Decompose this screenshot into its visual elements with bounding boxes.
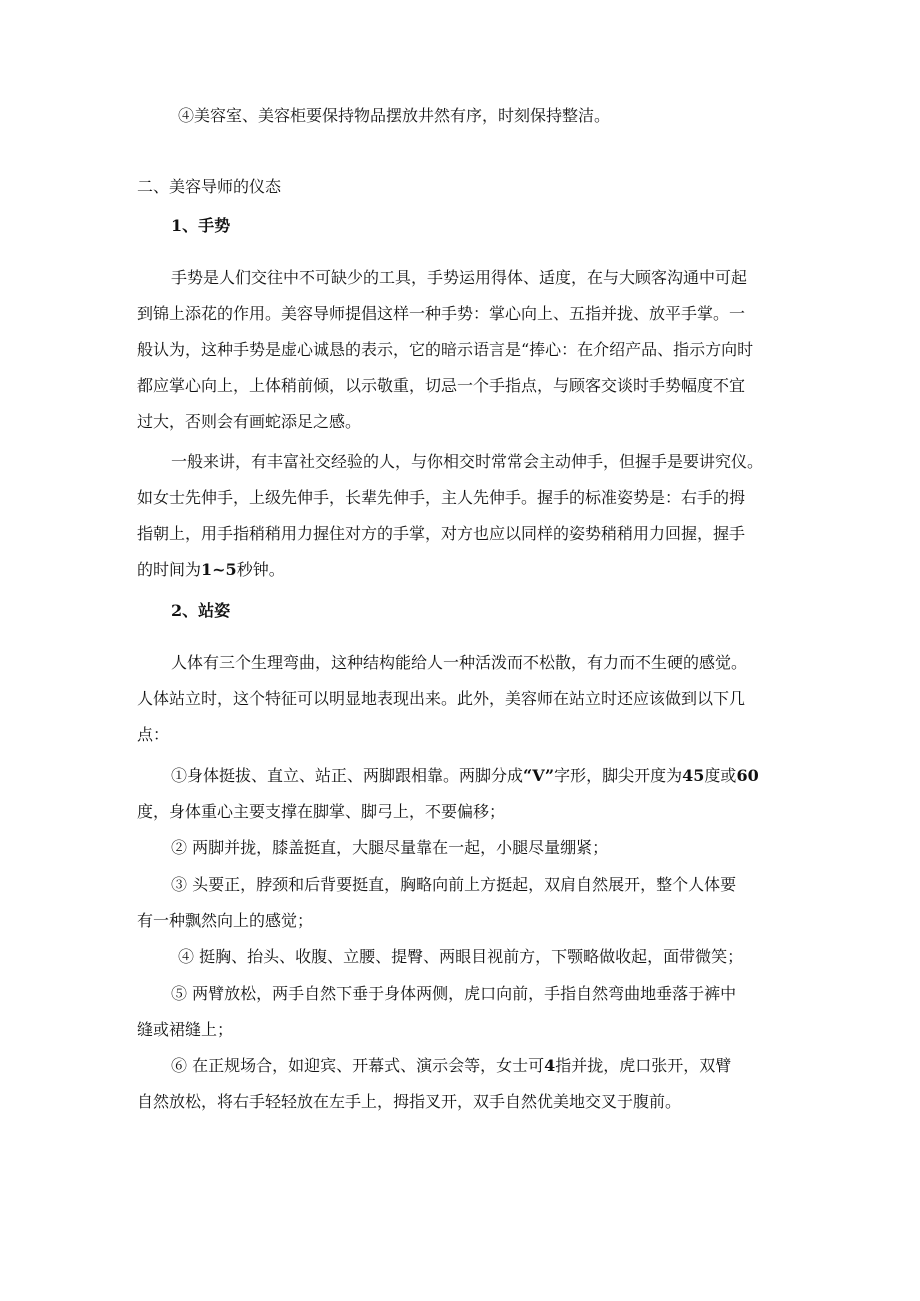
stance-item-5: ⑤ 两臂放松，两手自然下垂于身体两侧，虎口向前，手指自然弯曲地垂落于裤中 (171, 984, 737, 1003)
item-4-cleanliness: ④美容室、美容柜要保持物品摆放井然有序，时刻保持整洁。 (178, 106, 611, 125)
handshake-paragraph-line (137, 558, 285, 582)
stance-item-3: ③ 头要正，脖颈和后背要挺直，胸略向前上方挺起，双肩自然展开，整个人体要 (171, 875, 737, 894)
gesture-paragraph-line: 到锦上添花的作用。美容导师提倡这样一种手势：掌心向上、五指并拢、放平手掌。一 (137, 304, 746, 323)
stance-item-1-cont: 度，身体重心主要支撑在脚掌、脚弓上，不要偏移； (137, 802, 506, 821)
stance-item-6-text: ⑥ 在正规场合，如迎宾、开幕式、演示会等，女士可 (171, 1056, 545, 1075)
stance-v-shape: “V” (523, 766, 555, 785)
stance-item-5-cont: 缝或裙缝上； (137, 1020, 234, 1039)
gesture-paragraph-line: 手势是人们交往中不可缺少的工具，手势运用得体、适度，在与大顾客沟通中可起 (171, 268, 748, 287)
stance-angle-60: 60 (736, 766, 759, 785)
handshake-paragraph-line: 一般来讲，有丰富社交经验的人，与你相交时常常会主动伸手，但握手是要讲究仪。 (171, 452, 764, 471)
stance-angle-45: 45 (682, 766, 705, 785)
handshake-paragraph-line: 如女士先伸手，上级先伸手，长辈先伸手，主人先伸手。握手的标准姿势是：右手的拇 (137, 488, 746, 507)
stance-item-6 (171, 1054, 731, 1078)
stance-paragraph-line: 人体有三个生理弯曲，这种结构能给人一种活泼而不松散，有力而不生硬的感觉。 (171, 653, 748, 672)
stance-item-4: ④ 挺胸、抬头、收腹、立腰、提臀、两眼目视前方，下颚略做收起，面带微笑； (178, 947, 744, 966)
stance-item-1 (171, 764, 759, 788)
stance-paragraph-line: 点： (137, 725, 170, 744)
stance-finger-count: 4 (544, 1056, 556, 1075)
stance-item-1-text: 字形，脚尖开度为 (554, 766, 683, 785)
gesture-paragraph-line: 都应掌心向上，上体稍前倾，以示敬重，切忌一个手指点，与顾客交谈时手势幅度不宜 (137, 376, 746, 395)
handshake-duration-suffix: 秒钟。 (236, 560, 285, 579)
stance-item-6-cont: 自然放松，将右手轻轻放在左手上，拇指叉开，双手自然优美地交叉于腹前。 (137, 1092, 682, 1111)
subsection-title-gesture: 1、手势 (171, 216, 231, 235)
handshake-duration-prefix: 的时间为 (137, 560, 202, 579)
handshake-duration-number: 1~5 (201, 560, 237, 579)
gesture-paragraph-line: 过大，否则会有画蛇添足之感。 (137, 412, 362, 431)
handshake-paragraph-line: 指朝上，用手指稍稍用力握住对方的手掌，对方也应以同样的姿势稍稍用力回握，握手 (137, 524, 746, 543)
gesture-paragraph-line: 般认为，这种手势是虚心诚恳的表示，它的暗示语言是“捧心：在介绍产品、指示方向时 (137, 340, 754, 359)
stance-paragraph-line: 人体站立时，这个特征可以明显地表现出来。此外，美容师在站立时还应该做到以下几 (137, 689, 746, 708)
stance-item-1-text: ①身体挺拔、直立、站正、两脚跟相靠。两脚分成 (171, 766, 524, 785)
stance-item-1-text: 度或 (704, 766, 737, 785)
stance-item-2: ② 两脚并拢，膝盖挺直，大腿尽量靠在一起，小腿尽量绷紧； (171, 838, 609, 857)
stance-item-3-cont: 有一种飘然向上的感觉； (137, 911, 314, 930)
section-title-demeanor: 二、美容导师的仪态 (137, 177, 282, 196)
subsection-title-stance: 2、站姿 (171, 601, 231, 620)
stance-item-6-text: 指并拢，虎口张开，双臂 (555, 1056, 732, 1075)
